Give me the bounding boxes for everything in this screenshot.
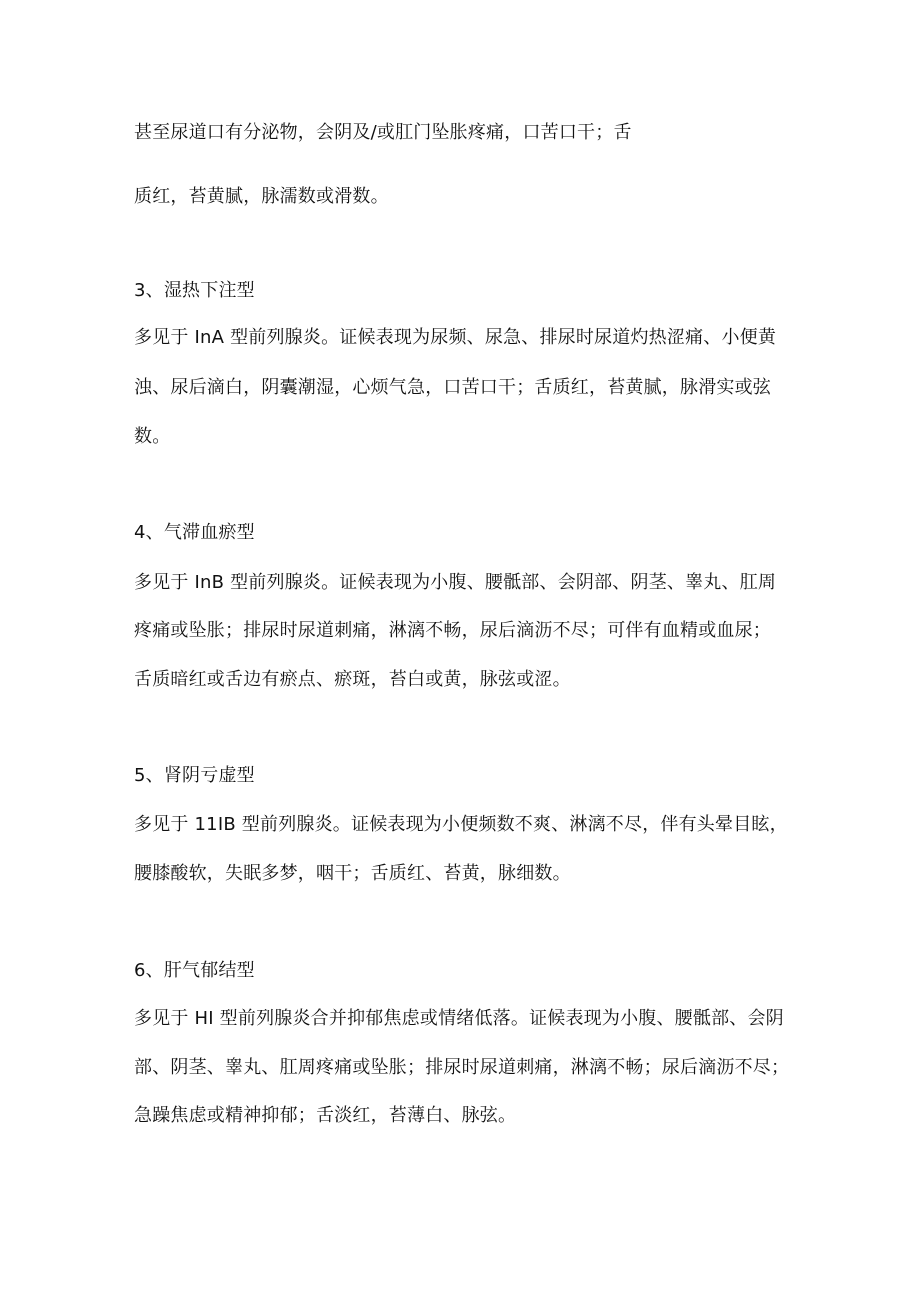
section-4-line-3: 舌质暗红或舌边有瘀点、瘀斑，苔白或黄，脉弦或涩。 xyxy=(134,669,571,690)
section-4-line-1: 多见于 InB 型前列腺炎。证候表现为小腹、腰骶部、会阴部、阴茎、睾丸、肛周 xyxy=(134,572,777,593)
section-3-line-2: 浊、尿后滴白，阴囊潮湿，心烦气急，口苦口干；舌质红，苔黄腻，脉滑实或弦 xyxy=(134,377,771,398)
intro-line-1: 甚至尿道口有分泌物，会阴及/或肛门坠胀疼痛，口苦口干；舌 xyxy=(134,122,632,143)
section-6-line-1: 多见于 HI 型前列腺炎合并抑郁焦虑或情绪低落。证候表现为小腹、腰骶部、会阴 xyxy=(134,1008,784,1029)
section-6-line-3: 急躁焦虑或精神抑郁；舌淡红，苔薄白、脉弦。 xyxy=(134,1105,517,1126)
section-heading-5: 5、肾阴亏虚型 xyxy=(134,765,255,786)
section-heading-6: 6、肝气郁结型 xyxy=(134,960,255,981)
section-heading-3: 3、湿热下注型 xyxy=(134,280,255,301)
section-6-line-2: 部、阴茎、睾丸、肛周疼痛或坠胀；排尿时尿道刺痛，淋漓不畅；尿后滴沥不尽； xyxy=(134,1057,790,1078)
section-3-line-3: 数。 xyxy=(134,426,171,447)
section-5-line-2: 腰膝酸软，失眠多梦，咽干；舌质红、苔黄，脉细数。 xyxy=(134,863,571,884)
section-4-line-2: 疼痛或坠胀；排尿时尿道刺痛，淋漓不畅，尿后滴沥不尽；可伴有血精或血尿； xyxy=(134,620,771,641)
section-heading-4: 4、气滞血瘀型 xyxy=(134,522,255,543)
section-5-line-1: 多见于 11IB 型前列腺炎。证候表现为小便频数不爽、淋漓不尽，伴有头晕目眩， xyxy=(134,814,788,835)
section-3-line-1: 多见于 InA 型前列腺炎。证候表现为尿频、尿急、排尿时尿道灼热涩痛、小便黄 xyxy=(134,327,777,348)
intro-line-2: 质红，苔黄腻，脉濡数或滑数。 xyxy=(134,186,389,207)
